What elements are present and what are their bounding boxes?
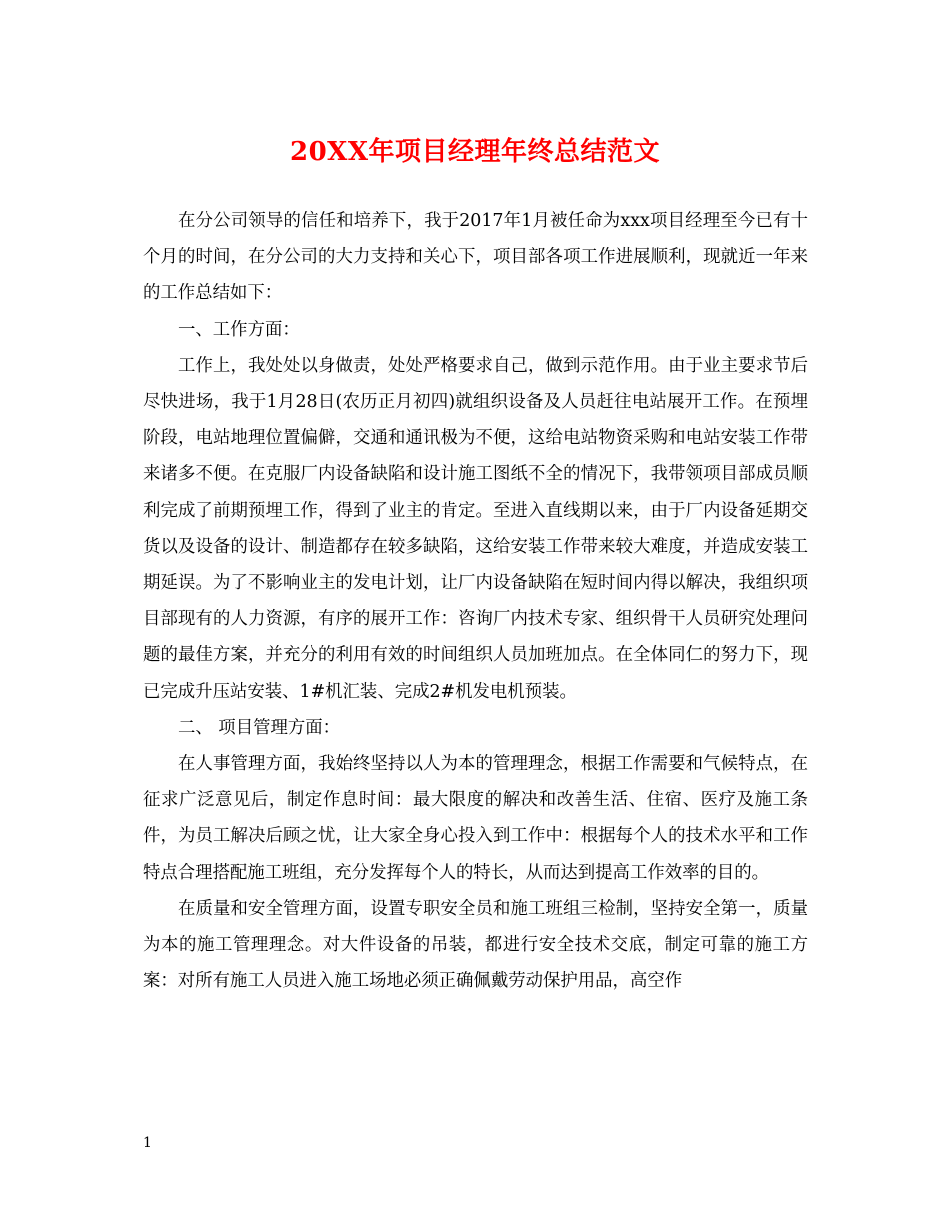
paragraph-personnel: 在人事管理方面，我始终坚持以人为本的管理理念，根据工作需要和气候特点，在征求广泛意见后，制定作息时间：最大限度的解决和改善生活、住宿、医疗及施工条件，为员工解决后顾之忧，让大家全身心投入到工作中：根据每个人的技术水平和工作特点合理搭配施工班组，充分发挥每个人的特长，从而达到提高工作效率的目的。 xyxy=(143,754,808,883)
section-heading-management: 二、 项目管理方面： xyxy=(178,717,341,738)
page-number: 1 xyxy=(143,1135,152,1151)
paragraph-intro: 在分公司领导的信任和培养下，我于2017年1月被任命为xxx项目经理至今已有十个月的时间，在分公司的大力支持和关心下，项目部各项工作进展顺利，现就近一年来的工作总结如下： xyxy=(143,211,808,304)
paragraph-quality-safety: 在质量和安全管理方面，设置专职安全员和施工班组三检制，坚持安全第一，质量为本的施工管理理念。对大件设备的吊装，都进行安全技术交底，制定可靠的施工方案：对所有施工人员进入施工场地必须正确佩戴劳动保护用品，高空作 xyxy=(143,898,808,992)
section-heading-work: 一、工作方面： xyxy=(178,319,300,340)
paragraph-work: 工作上，我处处以身做责，处处严格要求自己，做到示范作用。由于业主要求节后尽快进场，我于1月28日(农历正月初四)就组织设备及人员赶往电站展开工作。在预埋阶段，电站地理位置偏僻，交通和通讯极为不便，这给电站物资采购和电站安装工作带来诸多不便。在克服厂内设备缺陷和设计施工图纸不全的情况下，我带领项目部成员顺利完成了前期预埋工作，得到了业主的肯定。至进入直线期以来，由于厂内设备延期交货以及设备的设计、制造都存在较多缺陷，这给安装工作带来较大难度，并造成安装工期延误。为了不影响业主的发电计划，让厂内设备缺陷在短时间内得以解决，我组织项目部现有的人力资源，有序的展开工作：咨询厂内技术专家、组织骨干人员研究处理问题的最佳方案，并充分的利用有效的时间组织人员加班加点。在全体同仁的努力下，现已完成升压站安装、1#机汇装、完成2#机发电机预装。 xyxy=(143,355,808,702)
document-title: 20XX年项目经理年终总结范文 xyxy=(289,137,661,167)
document-body xyxy=(143,203,808,999)
